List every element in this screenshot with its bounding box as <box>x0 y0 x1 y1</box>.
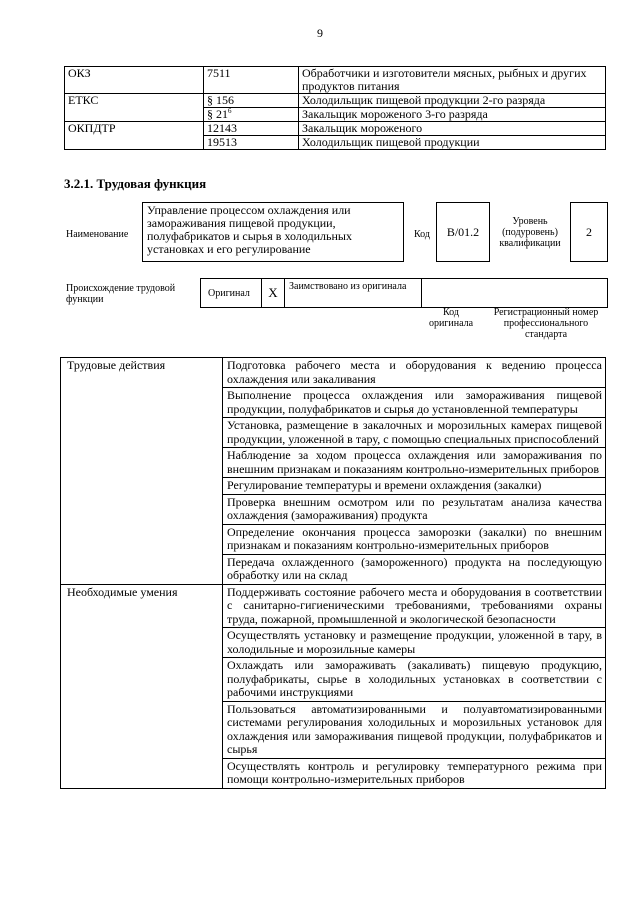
labor-action-item: Подготовка рабочего места и оборудования к ведению процесса охлаждения или закаливания <box>223 358 606 388</box>
code-label: Код <box>414 229 430 240</box>
function-code: B/01.2 <box>436 202 490 262</box>
code-row <box>65 67 606 94</box>
labor-action-item: Установка, размещение в закалочных и морозильных камерах пищевой продукции, уложенной в тару, с помощью специальных приспособлений <box>223 418 606 448</box>
origin-label: Происхождение трудовой функции <box>66 283 176 305</box>
code-original-caption: Код оригинала <box>428 307 474 329</box>
origin-row <box>200 278 608 308</box>
code-row <box>65 108 606 122</box>
classifier-code-text: 7511 <box>207 66 231 80</box>
page-number: 9 <box>317 26 323 40</box>
classifier-code-text: 12143 <box>207 121 237 135</box>
classifier-name: ОКЗ <box>65 67 204 94</box>
code-row <box>65 136 606 150</box>
skill-item: Пользоваться автоматизированными и полуавтоматизированными системами регулирования холодильных и морозильных установок для охлаждения или замораживания пищевой продукции, полуфабрикатов и сырья <box>223 701 606 758</box>
skill-item: Осуществлять установку и размещение продукции, уложенной в тару, в холодильные и морозильные камеры <box>223 628 606 658</box>
classifier-codes-table <box>64 66 606 150</box>
skill-item: Осуществлять контроль и регулировку температурного режима при помощи контрольно-измерительных приборов <box>223 758 606 788</box>
labor-action-item: Выполнение процесса охлаждения или замораживания пищевой продукции, полуфабрикатов и сырья до установленной температуры <box>223 388 606 418</box>
classifier-code-text: § 156 <box>207 93 234 107</box>
code-row <box>65 122 606 136</box>
classifier-name: ЕТКС <box>65 94 204 108</box>
classifier-title: Холодильщик пищевой продукции 2-го разряда <box>299 94 606 108</box>
classifier-name <box>65 136 204 150</box>
skill-item: Охлаждать или замораживать (закаливать) пищевую продукцию, полуфабрикаты, сырье в холодильных установках в соответствии с рабочими инструкциями <box>223 658 606 702</box>
level-label: Уровень (подуровень) квалификации <box>499 216 561 249</box>
detail-row <box>61 358 606 388</box>
labor-action-item: Наблюдение за ходом процесса охлаждения или замораживания по внешним признакам и показаниям контрольно-измерительных приборов <box>223 448 606 478</box>
name-label: Наименование <box>66 229 129 240</box>
classifier-code <box>204 108 299 122</box>
labor-action-item: Определение окончания процесса заморозки (закалки) по внешним признакам и показаниям контрольно-измерительных приборов <box>223 524 606 554</box>
qualification-level: 2 <box>570 202 608 262</box>
labor-action-item: Передача охлажденного (замороженного) продукта на последующую обработку или на склад <box>223 554 606 584</box>
origin-divider <box>421 279 422 307</box>
classifier-code-text: 19513 <box>207 135 237 149</box>
section-title: 3.2.1. Трудовая функция <box>64 176 207 191</box>
detail-row <box>61 584 606 628</box>
original-label: Оригинал <box>208 288 250 299</box>
skill-item: Поддерживать состояние рабочего места и оборудования в соответствии с санитарно-гигиеническими требованиями, требованиями охраны труда, пожарной, промышленной и экологической безопасности <box>223 584 606 628</box>
classifier-title: Холодильщик пищевой продукции <box>299 136 606 150</box>
classifier-title: Обработчики и изготовители мясных, рыбных и других продуктов питания <box>299 67 606 94</box>
original-mark: X <box>261 279 285 307</box>
borrowed-label: Заимствовано из оригинала <box>289 281 407 292</box>
reg-number-caption: Регистрационный номер профессионального стандарта <box>493 307 599 340</box>
classifier-code <box>204 136 299 150</box>
function-details-table <box>60 357 606 789</box>
classifier-code <box>204 122 299 136</box>
labor-actions-label: Трудовые действия <box>61 358 223 585</box>
labor-action-item: Регулирование температуры и времени охлаждения (закалки) <box>223 478 606 495</box>
classifier-title: Закальщик мороженого 3-го разряда <box>299 108 606 122</box>
classifier-name <box>65 108 204 122</box>
code-row <box>65 94 606 108</box>
function-name: Управление процессом охлаждения или замораживания пищевой продукции, полуфабрикатов и сырья в холодильных установках и его регулирование <box>142 202 404 262</box>
classifier-title: Закальщик мороженого <box>299 122 606 136</box>
classifier-code <box>204 67 299 94</box>
classifier-code-superscript: 6 <box>228 107 232 115</box>
classifier-name: ОКПДТР <box>65 122 204 136</box>
classifier-code-text: § 21 <box>207 107 228 121</box>
skills-label: Необходимые умения <box>61 584 223 788</box>
labor-action-item: Проверка внешним осмотром или по результатам анализа качества охлаждения (замораживания) продукта <box>223 494 606 524</box>
classifier-code <box>204 94 299 108</box>
